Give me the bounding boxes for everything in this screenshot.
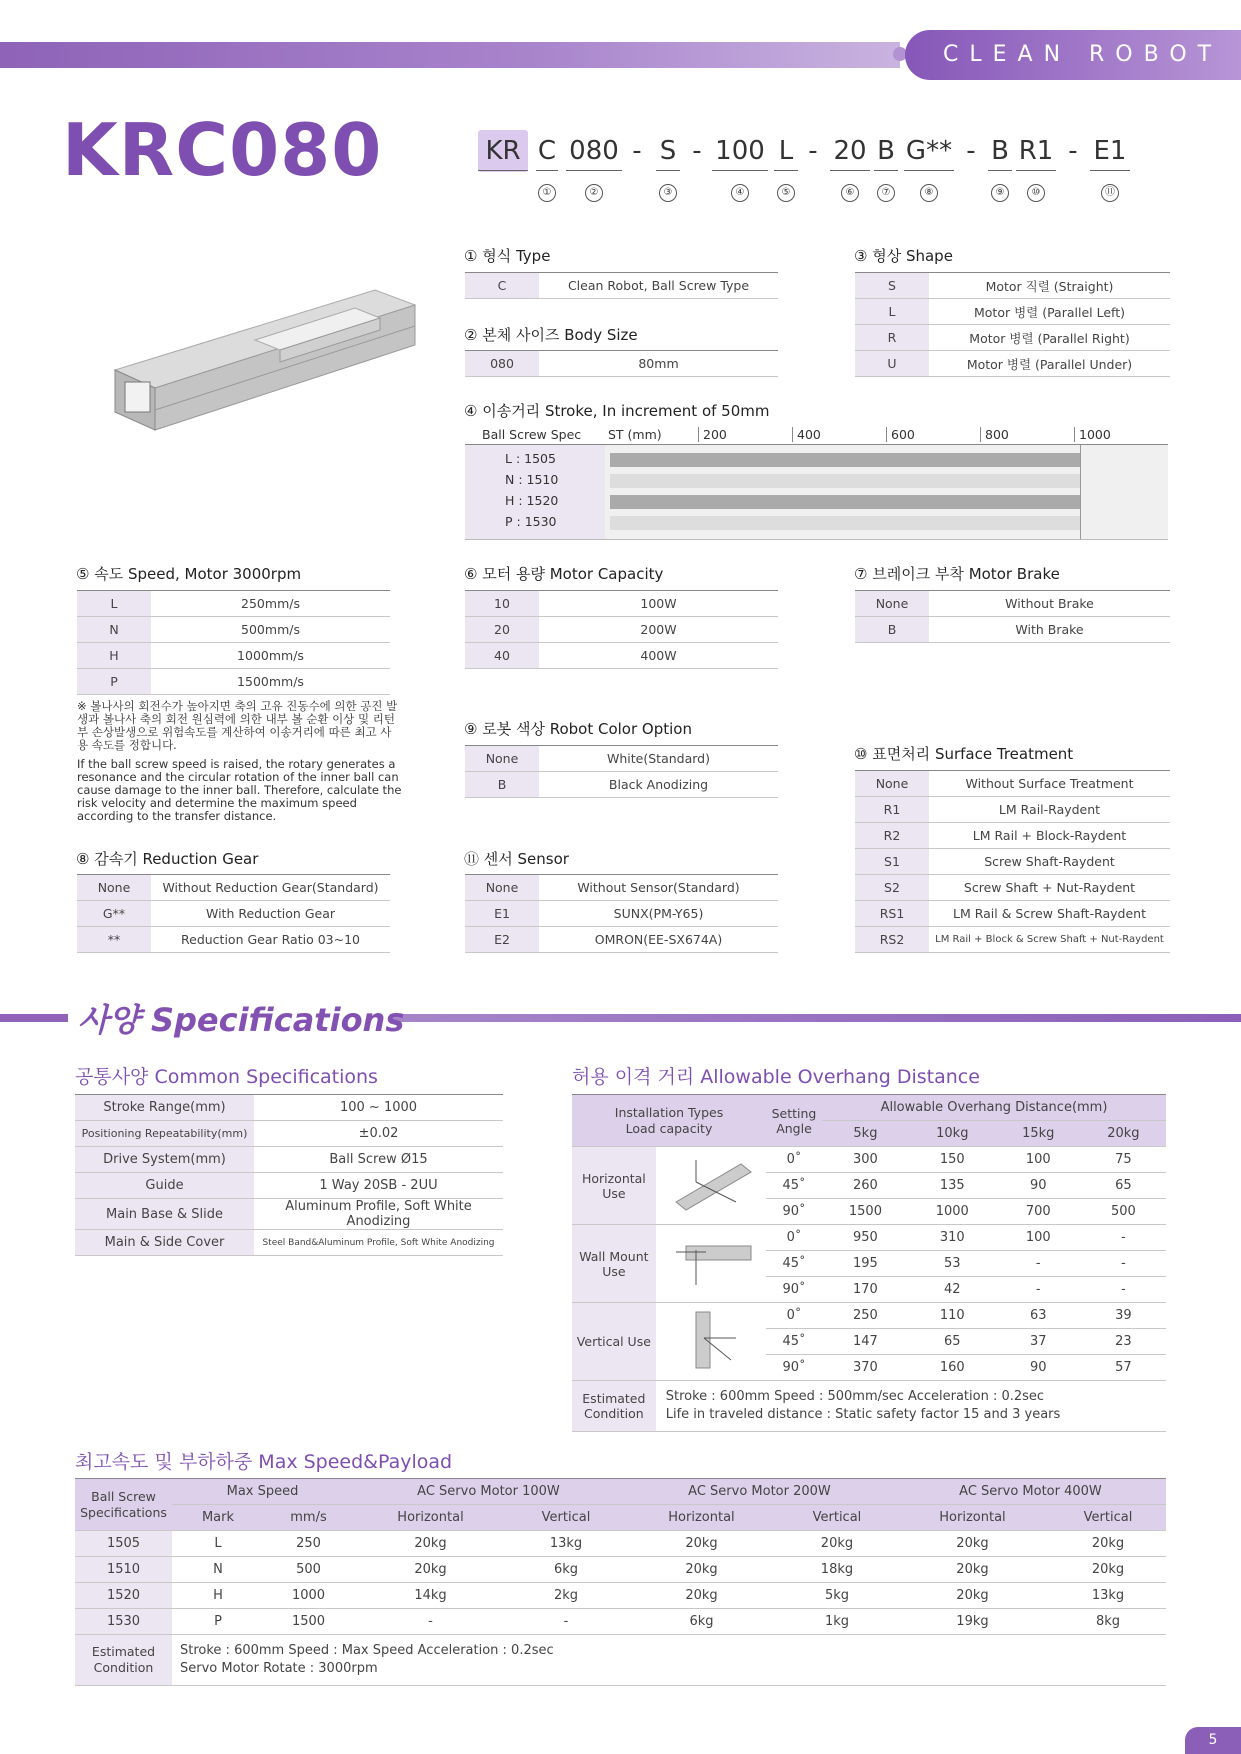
- common-table: Stroke Range(mm) 100 ~ 1000 Positioning Repeatability(mm) ±0.02 Drive System(mm) Ball Screw Ø15 Guide 1 Way 20SB - 2UU Main Base & Slide Aluminum Profile, Soft White Anodizing Main & Side Cover Steel Band&Aluminum Profile, Soft White Anodizing: [75, 1094, 503, 1256]
- code-number: ⑥: [841, 184, 859, 202]
- payload-table: Ball Screw Specifications Max Speed AC Servo Motor 100W AC Servo Motor 200W AC Servo Motor 400W Mark mm/s Horizontal Vertical Horizontal Vertical Horizontal Vertical 1505 L 250 20kg 13kg 20kg 20kg 20kg 20kg 1510 N 500 20kg 6kg 20kg 18kg 20kg 20kg 1520 H 1000 14kg 2kg 20kg 5kg 20kg 13kg 1530 P 1500 - - 6kg 1kg 19kg 8kg Estimated Condition Stroke : 600mm Speed : Max Speed Acceleration : 0.2sec Servo Motor Rotate : 3000rpm: [75, 1478, 1166, 1686]
- shape-table: S Motor 직렬 (Straight) L Motor 병렬 (Parallel Left) R Motor 병렬 (Parallel Right) U Motor 병렬 (Parallel Under): [855, 272, 1170, 377]
- type-table: C Clean Robot, Ball Screw Type: [465, 272, 778, 299]
- order-code: [478, 130, 1148, 198]
- shape-title: ③ 형상 Shape: [854, 247, 953, 265]
- brake-table: None Without Brake B With Brake: [855, 590, 1170, 643]
- vertical-use-icon: [666, 1308, 756, 1372]
- sensor-title: ⑪ 센서 Sensor: [464, 850, 569, 868]
- code-number: ⑪: [1101, 184, 1119, 202]
- payload-title: 최고속도 및 부하하중 Max Speed&Payload: [75, 1451, 453, 1473]
- code-part: -: [692, 136, 702, 166]
- surface-table: None Without Surface Treatment R1 LM Rail-Raydent R2 LM Rail + Block-Raydent S1 Screw Shaft-Raydent S2 Screw Shaft + Nut-Raydent RS1 LM Rail & Screw Shaft-Raydent RS2 LM Rail + Block & Screw Shaft + Nut-Raydent: [855, 770, 1170, 953]
- stroke-col2: ST (mm): [608, 427, 662, 442]
- stroke-tick: 400: [792, 427, 821, 442]
- overhang-title: 허용 이격 거리 Allowable Overhang Distance: [572, 1066, 980, 1088]
- stroke-tick: 200: [698, 427, 727, 442]
- code-part: B: [991, 136, 1009, 166]
- stroke-tick: 1000: [1074, 427, 1111, 442]
- model-title: KRC080: [62, 108, 383, 192]
- code-part: 20: [833, 136, 867, 166]
- body-size-table: 080 80mm: [465, 350, 778, 377]
- code-part: C: [537, 136, 557, 166]
- reduction-table: None Without Reduction Gear(Standard) G** With Reduction Gear ** Reduction Gear Ratio 03~10: [77, 874, 390, 953]
- motor-table: 10 100W 20 200W 40 400W: [465, 590, 778, 669]
- code-number: ④: [731, 184, 749, 202]
- spec-bar-left: [0, 1014, 68, 1022]
- wall-mount-icon: [666, 1230, 756, 1294]
- stroke-tick: 600: [886, 427, 915, 442]
- stroke-spec: H : 1520: [505, 493, 559, 508]
- horizontal-use-icon: [666, 1152, 756, 1216]
- spec-bar-right: [390, 1014, 1241, 1022]
- body-size-title: ② 본체 사이즈 Body Size: [464, 326, 638, 344]
- brake-title: ⑦ 브레이크 부착 Motor Brake: [854, 565, 1060, 583]
- code-part: KR: [478, 130, 528, 172]
- category-badge: CLEAN ROBOT: [905, 30, 1241, 80]
- stroke-chart: [465, 444, 1168, 540]
- stroke-title: ④ 이송거리 Stroke, In increment of 50mm: [464, 402, 770, 420]
- code-part: S: [659, 136, 677, 166]
- speed-title: ⑤ 속도 Speed, Motor 3000rpm: [76, 565, 302, 583]
- code-part: R1: [1018, 136, 1054, 166]
- code-part: L: [778, 136, 794, 166]
- sensor-table: None Without Sensor(Standard) E1 SUNX(PM-Y65) E2 OMRON(EE-SX674A): [465, 874, 778, 953]
- common-title: 공통사양 Common Specifications: [75, 1066, 378, 1088]
- speed-note-en: If the ball screw speed is raised, the rotary generates a resonance and the circular rotation of the inner ball can cause damage to the inner ball. Therefore, calculate the risk velocity and determine the maximum speed according to the transfer distance.: [77, 757, 402, 823]
- page-number: 5: [1185, 1727, 1241, 1754]
- code-part: B: [877, 136, 895, 166]
- stroke-spec: P : 1530: [505, 514, 557, 529]
- code-part: G**: [905, 136, 953, 166]
- code-number: ⑧: [920, 184, 938, 202]
- code-number: ⑦: [877, 184, 895, 202]
- code-number: ③: [659, 184, 677, 202]
- code-part: -: [632, 136, 642, 166]
- spec-section-title: 사양 Specifications: [78, 1001, 405, 1039]
- code-part: E1: [1093, 136, 1127, 166]
- stroke-col1: Ball Screw Spec: [482, 427, 582, 442]
- code-part: 080: [569, 136, 619, 166]
- stroke-spec: N : 1510: [505, 472, 559, 487]
- code-part: 100: [715, 136, 765, 166]
- stroke-spec: L : 1505: [505, 451, 556, 466]
- header-bar: [0, 42, 900, 68]
- code-number: ②: [585, 184, 603, 202]
- code-number: ⑩: [1027, 184, 1045, 202]
- speed-table: L 250mm/s N 500mm/s H 1000mm/s P 1500mm/s: [77, 590, 390, 695]
- code-part: -: [966, 136, 976, 166]
- code-number: ⑨: [991, 184, 1009, 202]
- color-title: ⑨ 로봇 색상 Robot Color Option: [464, 720, 692, 738]
- code-number: ⑤: [777, 184, 795, 202]
- surface-title: ⑩ 표면처리 Surface Treatment: [854, 745, 1074, 763]
- type-title: ① 형식 Type: [464, 247, 551, 265]
- code-part: -: [1068, 136, 1078, 166]
- code-number: ①: [538, 184, 556, 202]
- reduction-title: ⑧ 감속기 Reduction Gear: [76, 850, 259, 868]
- code-part: -: [808, 136, 818, 166]
- color-table: None White(Standard) B Black Anodizing: [465, 745, 778, 798]
- product-image: [95, 270, 425, 460]
- overhang-table: Installation Types Load capacity Setting Angle Allowable Overhang Distance(mm) 5kg 10kg 15kg 20kg Horizontal Use 0˚ 300 150 100 75 45˚ 260 135 90 65 90˚ 1500 1000 700 500 Wall Mount Use 0˚ 950 310 100 - 45˚ 195 53 - - 90˚ 170 42 - - Vertical Use 0˚ 250 110 63 39 45˚ 147 65 37 23 90˚ 370 160 90 57 Estimated Condition Stroke : 600mm Speed : 500mm/sec Acceleration : 0.2sec Life in traveled distance : Static safety factor 15 and 3 years: [572, 1094, 1166, 1432]
- stroke-tick: 800: [980, 427, 1009, 442]
- motor-title: ⑥ 모터 용량 Motor Capacity: [464, 565, 664, 583]
- speed-note-kr: ※ 볼나사의 회전수가 높아지면 축의 고유 진동수에 의한 공진 발생과 볼나사 축의 회전 원심력에 의한 내부 볼 순환 이상 및 리턴부 손상발생으로 위험속도를 계산하여 이송거리에 따른 최고 사용 속도를 정합니다.: [77, 699, 398, 752]
